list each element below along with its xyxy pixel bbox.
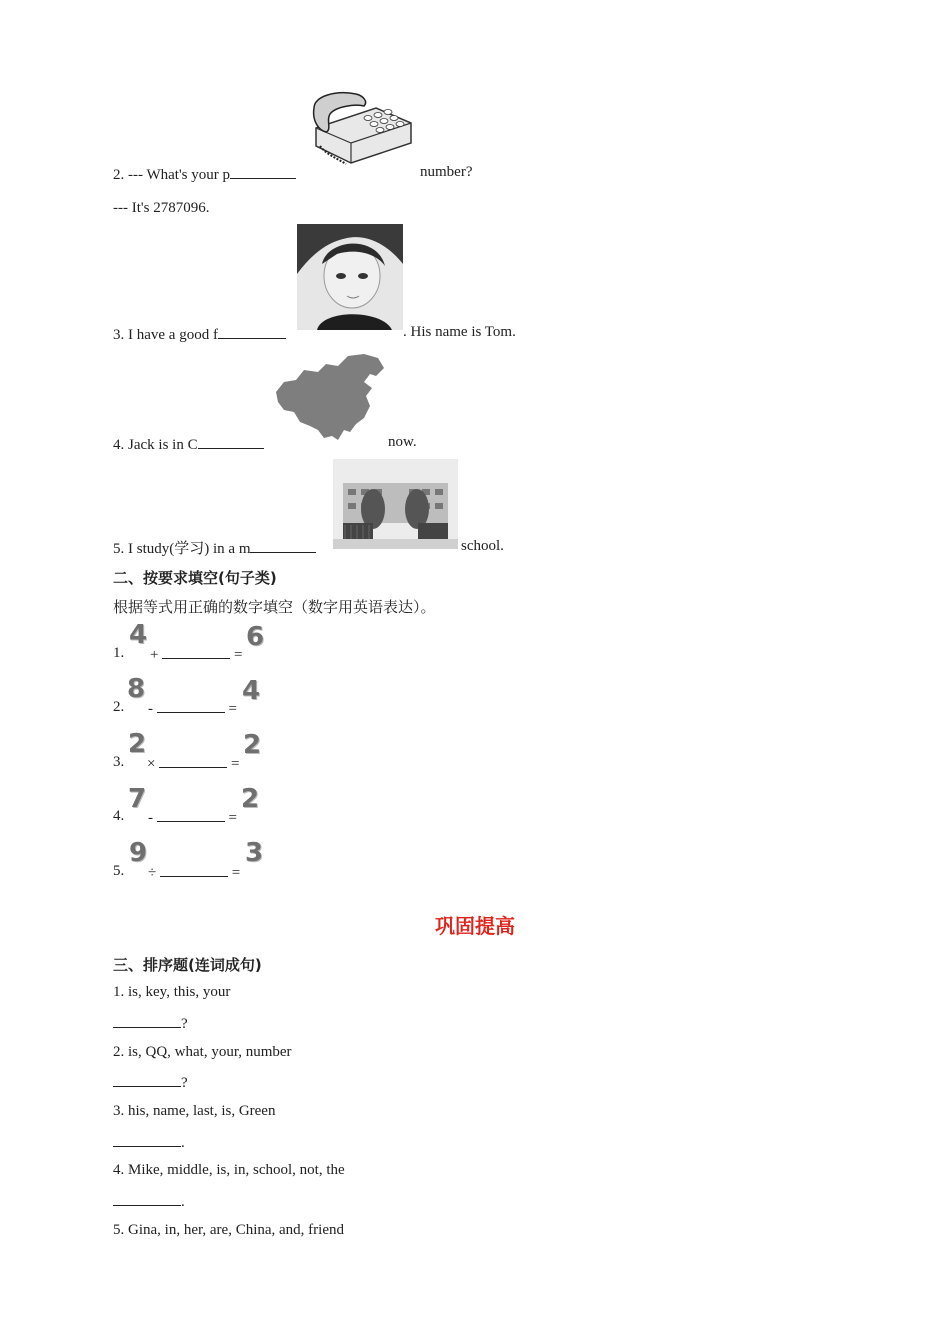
china-map	[274, 352, 386, 444]
equation-3-op: × =	[147, 753, 239, 773]
question-2-reply: --- It's 2787096.	[113, 200, 210, 216]
equation-1-op: + =	[150, 644, 242, 664]
equation-4-op: - =	[148, 807, 237, 827]
school-photo	[333, 459, 458, 549]
digit-image: 8	[127, 674, 146, 704]
answer-blank[interactable]	[157, 807, 225, 822]
answer-blank[interactable]	[218, 324, 286, 339]
ordering-answer-3: .	[113, 1132, 185, 1152]
question-3: 3. I have a good f	[113, 324, 286, 344]
digit-image: 2	[241, 784, 260, 814]
digit-image: 2	[243, 730, 262, 760]
digit-image: 4	[242, 676, 261, 706]
part2-instruction: 根据等式用正确的数字填空（数字用英语表达）。	[113, 598, 436, 616]
ordering-answer-4: .	[113, 1191, 185, 1211]
digit-image: 7	[128, 784, 147, 814]
ordering-item-3: 3. his, name, last, is, Green	[113, 1103, 276, 1119]
answer-blank[interactable]	[113, 1191, 181, 1206]
question-3-tail: . His name is Tom.	[403, 324, 516, 340]
digit-image: 9	[129, 838, 148, 868]
answer-blank[interactable]	[157, 698, 225, 713]
ordering-item-4: 4. Mike, middle, is, in, school, not, the	[113, 1162, 345, 1178]
digit-image: 3	[245, 838, 264, 868]
ordering-item-5: 5. Gina, in, her, are, China, and, friend	[113, 1222, 344, 1238]
equation-5-op: ÷ =	[148, 862, 240, 882]
section-title: 巩固提高	[435, 914, 515, 938]
part3-heading: 三、排序题(连词成句)	[113, 956, 262, 974]
equation-2-num: 2.	[113, 699, 125, 715]
equation-1-num: 1.	[113, 645, 125, 661]
answer-blank[interactable]	[113, 1013, 181, 1028]
ordering-answer-1: ?	[113, 1013, 188, 1033]
answer-blank[interactable]	[113, 1072, 181, 1087]
answer-blank[interactable]	[162, 644, 230, 659]
answer-blank[interactable]	[160, 862, 228, 877]
equation-4-num: 4.	[113, 808, 125, 824]
question-4-tail: now.	[388, 434, 417, 450]
equation-3-num: 3.	[113, 754, 125, 770]
question-5: 5. I study(学习) in a m	[113, 538, 316, 558]
answer-blank[interactable]	[250, 538, 316, 553]
answer-blank[interactable]	[113, 1132, 181, 1147]
ordering-answer-2: ?	[113, 1072, 188, 1092]
equation-2-op: - =	[148, 698, 237, 718]
boy-photo	[297, 224, 403, 330]
digit-image: 6	[246, 622, 265, 652]
answer-blank[interactable]	[159, 753, 227, 768]
answer-blank[interactable]	[230, 164, 296, 179]
question-2-tail: number?	[420, 164, 473, 180]
ordering-item-2: 2. is, QQ, what, your, number	[113, 1044, 292, 1060]
ordering-item-1: 1. is, key, this, your	[113, 984, 231, 1000]
question-4: 4. Jack is in C	[113, 434, 264, 454]
question-5-tail: school.	[461, 538, 504, 554]
part2-heading: 二、按要求填空(句子类)	[113, 569, 277, 587]
answer-blank[interactable]	[198, 434, 264, 449]
equation-5-num: 5.	[113, 863, 125, 879]
digit-image: 2	[128, 729, 147, 759]
telephone-image	[306, 88, 416, 168]
digit-image: 4	[129, 620, 148, 650]
question-2: 2. --- What's your p	[113, 164, 296, 184]
